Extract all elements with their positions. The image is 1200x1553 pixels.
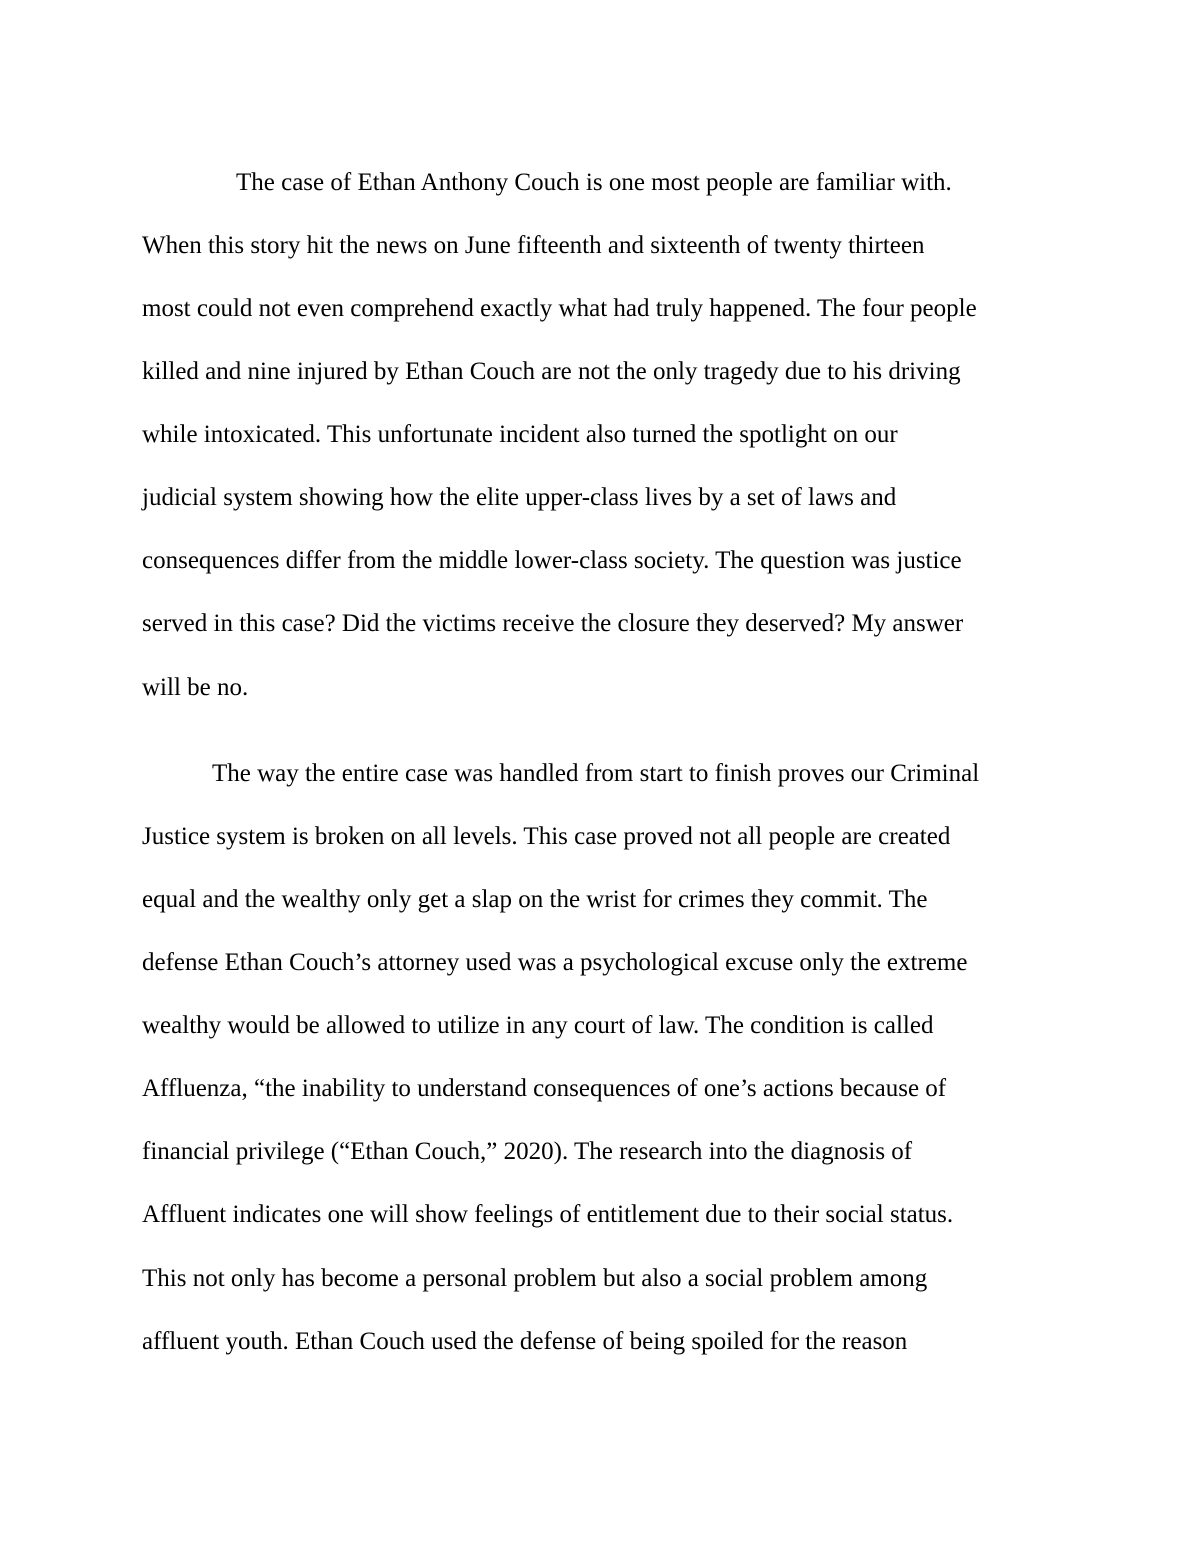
paragraph-1-line-8: served in this case? Did the victims receive the closure they deserved? My answer — [142, 610, 964, 637]
paragraph-2-line-3: equal and the wealthy only get a slap on the wrist for crimes they commit. The — [142, 886, 928, 913]
paragraph-1-line-7: consequences differ from the middle lower-class society. The question was justice — [142, 547, 962, 574]
paragraph-1-line-3: most could not even comprehend exactly what had truly happened. The four people — [142, 295, 977, 322]
paragraph-2-line-2: Justice system is broken on all levels. This case proved not all people are created — [142, 823, 951, 850]
paragraph-1-line-1: The case of Ethan Anthony Couch is one most people are familiar with. — [236, 169, 952, 196]
paragraph-2-line-4: defense Ethan Couch’s attorney used was a psychological excuse only the extreme — [142, 949, 968, 976]
paragraph-1-line-6: judicial system showing how the elite upper-class lives by a set of laws and — [142, 484, 897, 511]
paragraph-2-line-1: The way the entire case was handled from start to finish proves our Criminal — [212, 760, 980, 787]
paragraph-2-line-7: financial privilege (“Ethan Couch,” 2020). The research into the diagnosis of — [142, 1138, 913, 1165]
paragraph-2-line-10: affluent youth. Ethan Couch used the defense of being spoiled for the reason — [142, 1328, 908, 1355]
paragraph-1-line-9: will be no. — [142, 674, 249, 701]
paragraph-2-line-5: wealthy would be allowed to utilize in any court of law. The condition is called — [142, 1012, 934, 1039]
paragraph-1-line-2: When this story hit the news on June fifteenth and sixteenth of twenty thirteen — [142, 232, 925, 259]
paragraph-2-line-9: This not only has become a personal problem but also a social problem among — [142, 1265, 928, 1292]
paragraph-1-line-5: while intoxicated. This unfortunate incident also turned the spotlight on our — [142, 421, 898, 448]
paragraph-2-line-6: Affluenza, “the inability to understand consequences of one’s actions because of — [142, 1075, 947, 1102]
paragraph-1-line-4: killed and nine injured by Ethan Couch are not the only tragedy due to his driving — [142, 358, 961, 385]
paragraph-2-line-8: Affluent indicates one will show feelings of entitlement due to their social status. — [142, 1201, 954, 1228]
